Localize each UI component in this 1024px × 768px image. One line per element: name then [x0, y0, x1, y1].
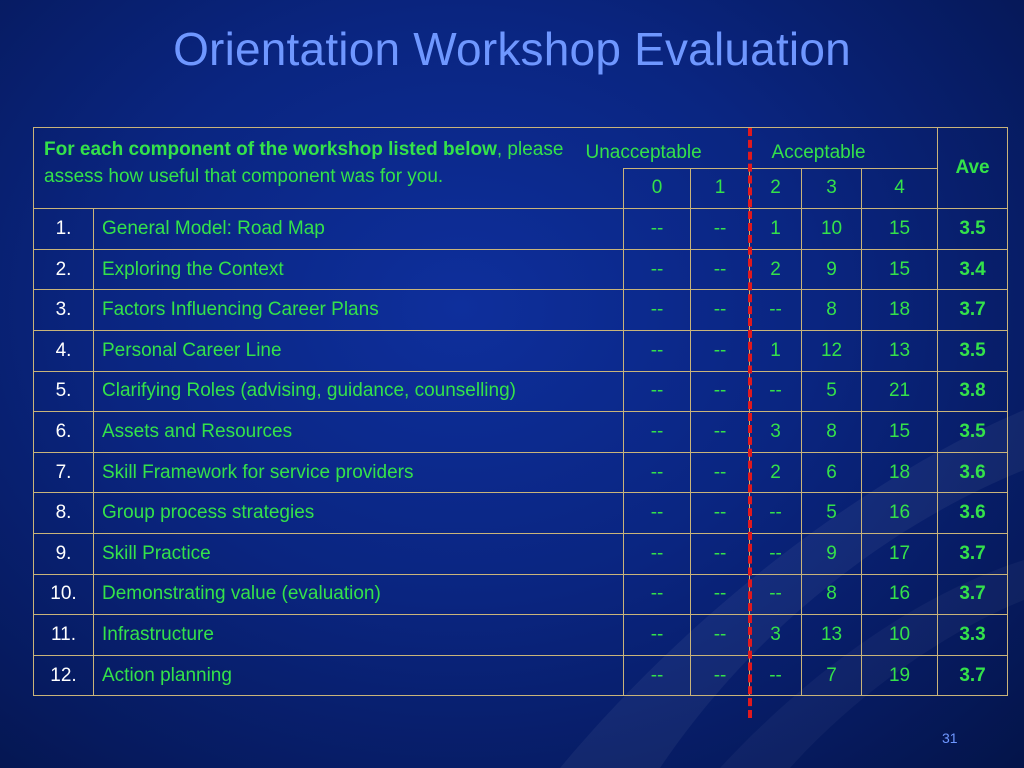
- rating-count-4: 21: [862, 371, 938, 412]
- rating-count-2: --: [750, 371, 802, 412]
- row-number: 5.: [34, 371, 94, 412]
- rating-count-2: 2: [750, 249, 802, 290]
- rating-count-4: 10: [862, 615, 938, 656]
- rating-count-1: --: [691, 493, 750, 534]
- rating-count-1: --: [691, 574, 750, 615]
- average-value: 3.7: [938, 533, 1008, 574]
- row-number: 11.: [34, 615, 94, 656]
- rating-count-0: --: [624, 574, 691, 615]
- rating-count-2: 1: [750, 330, 802, 371]
- page-number: 31: [942, 730, 958, 746]
- table-row: [34, 290, 1008, 331]
- header-row-top: [34, 128, 1008, 169]
- rating-count-3: 8: [802, 412, 862, 453]
- component-label: Skill Framework for service providers: [94, 452, 624, 493]
- rating-count-0: --: [624, 412, 691, 453]
- table-row: [34, 574, 1008, 615]
- rating-count-1: --: [691, 371, 750, 412]
- table-row: [34, 533, 1008, 574]
- rating-count-0: --: [624, 655, 691, 696]
- table-row: [34, 452, 1008, 493]
- ave-header: Ave: [938, 128, 1008, 209]
- component-label: Infrastructure: [94, 615, 624, 656]
- component-label: Group process strategies: [94, 493, 624, 534]
- scale-2: 2: [750, 168, 802, 209]
- row-number: 1.: [34, 209, 94, 250]
- component-label: Personal Career Line: [94, 330, 624, 371]
- rating-count-2: 3: [750, 412, 802, 453]
- rating-count-4: 19: [862, 655, 938, 696]
- component-label: Factors Influencing Career Plans: [94, 290, 624, 331]
- scale-1: 1: [691, 168, 750, 209]
- instructions-bold: For each component of the workshop listed below: [44, 139, 497, 160]
- instructions-text: [34, 128, 624, 209]
- instructions-normal: , please assess how useful that component was for you.: [44, 139, 564, 187]
- rating-count-3: 9: [802, 249, 862, 290]
- scale-3: 3: [802, 168, 862, 209]
- rating-count-4: 16: [862, 574, 938, 615]
- rating-count-2: --: [750, 655, 802, 696]
- average-value: 3.5: [938, 209, 1008, 250]
- component-label: Skill Practice: [94, 533, 624, 574]
- rating-count-1: --: [691, 452, 750, 493]
- rating-count-1: --: [691, 533, 750, 574]
- average-value: 3.7: [938, 290, 1008, 331]
- rating-count-4: 18: [862, 452, 938, 493]
- row-number: 4.: [34, 330, 94, 371]
- rating-count-0: --: [624, 209, 691, 250]
- evaluation-table: [33, 127, 1008, 696]
- average-value: 3.4: [938, 249, 1008, 290]
- rating-count-4: 18: [862, 290, 938, 331]
- rating-count-4: 15: [862, 249, 938, 290]
- rating-count-0: --: [624, 290, 691, 331]
- rating-count-2: 2: [750, 452, 802, 493]
- rating-count-2: --: [750, 574, 802, 615]
- rating-count-1: --: [691, 615, 750, 656]
- rating-count-4: 16: [862, 493, 938, 534]
- rating-count-0: --: [624, 371, 691, 412]
- rating-count-3: 9: [802, 533, 862, 574]
- rating-count-3: 8: [802, 290, 862, 331]
- table-row: [34, 371, 1008, 412]
- rating-count-0: --: [624, 615, 691, 656]
- rating-count-4: 15: [862, 412, 938, 453]
- row-number: 8.: [34, 493, 94, 534]
- rating-count-0: --: [624, 533, 691, 574]
- rating-count-3: 12: [802, 330, 862, 371]
- table-row: [34, 493, 1008, 534]
- rating-count-1: --: [691, 412, 750, 453]
- rating-count-4: 13: [862, 330, 938, 371]
- rating-count-1: --: [691, 655, 750, 696]
- row-number: 10.: [34, 574, 94, 615]
- rating-count-0: --: [624, 452, 691, 493]
- rating-count-0: --: [624, 493, 691, 534]
- row-number: 7.: [34, 452, 94, 493]
- row-number: 2.: [34, 249, 94, 290]
- rating-count-3: 5: [802, 493, 862, 534]
- rating-count-0: --: [624, 330, 691, 371]
- rating-count-2: --: [750, 493, 802, 534]
- rating-count-2: 1: [750, 209, 802, 250]
- acceptable-label: Acceptable: [771, 142, 866, 163]
- average-value: 3.5: [938, 330, 1008, 371]
- average-value: 3.5: [938, 412, 1008, 453]
- rating-count-1: --: [691, 290, 750, 331]
- rating-count-3: 6: [802, 452, 862, 493]
- rating-count-0: --: [624, 249, 691, 290]
- acceptability-divider: [748, 128, 752, 718]
- rating-count-2: --: [750, 533, 802, 574]
- rating-header-band: [585, 128, 938, 169]
- component-label: Assets and Resources: [94, 412, 624, 453]
- average-value: 3.7: [938, 574, 1008, 615]
- table-row: [34, 249, 1008, 290]
- scale-4: 4: [862, 168, 938, 209]
- rating-count-3: 10: [802, 209, 862, 250]
- rating-count-3: 8: [802, 574, 862, 615]
- rating-count-3: 5: [802, 371, 862, 412]
- rating-count-1: --: [691, 330, 750, 371]
- table-row: [34, 655, 1008, 696]
- rating-count-3: 7: [802, 655, 862, 696]
- row-number: 3.: [34, 290, 94, 331]
- component-label: Exploring the Context: [94, 249, 624, 290]
- scale-0: 0: [624, 168, 691, 209]
- rating-count-4: 17: [862, 533, 938, 574]
- rating-count-2: 3: [750, 615, 802, 656]
- rating-count-3: 13: [802, 615, 862, 656]
- rating-count-4: 15: [862, 209, 938, 250]
- component-label: General Model: Road Map: [94, 209, 624, 250]
- table-row: [34, 330, 1008, 371]
- average-value: 3.7: [938, 655, 1008, 696]
- unacceptable-label: Unacceptable: [585, 142, 702, 163]
- component-label: Demonstrating value (evaluation): [94, 574, 624, 615]
- table-row: [34, 412, 1008, 453]
- rating-count-1: --: [691, 209, 750, 250]
- rating-count-2: --: [750, 290, 802, 331]
- table-row: [34, 209, 1008, 250]
- row-number: 6.: [34, 412, 94, 453]
- row-number: 12.: [34, 655, 94, 696]
- row-number: 9.: [34, 533, 94, 574]
- average-value: 3.8: [938, 371, 1008, 412]
- component-label: Action planning: [94, 655, 624, 696]
- table-row: [34, 615, 1008, 656]
- component-label: Clarifying Roles (advising, guidance, counselling): [94, 371, 624, 412]
- slide-title: Orientation Workshop Evaluation: [173, 23, 851, 75]
- average-value: 3.6: [938, 452, 1008, 493]
- average-value: 3.6: [938, 493, 1008, 534]
- rating-count-1: --: [691, 249, 750, 290]
- average-value: 3.3: [938, 615, 1008, 656]
